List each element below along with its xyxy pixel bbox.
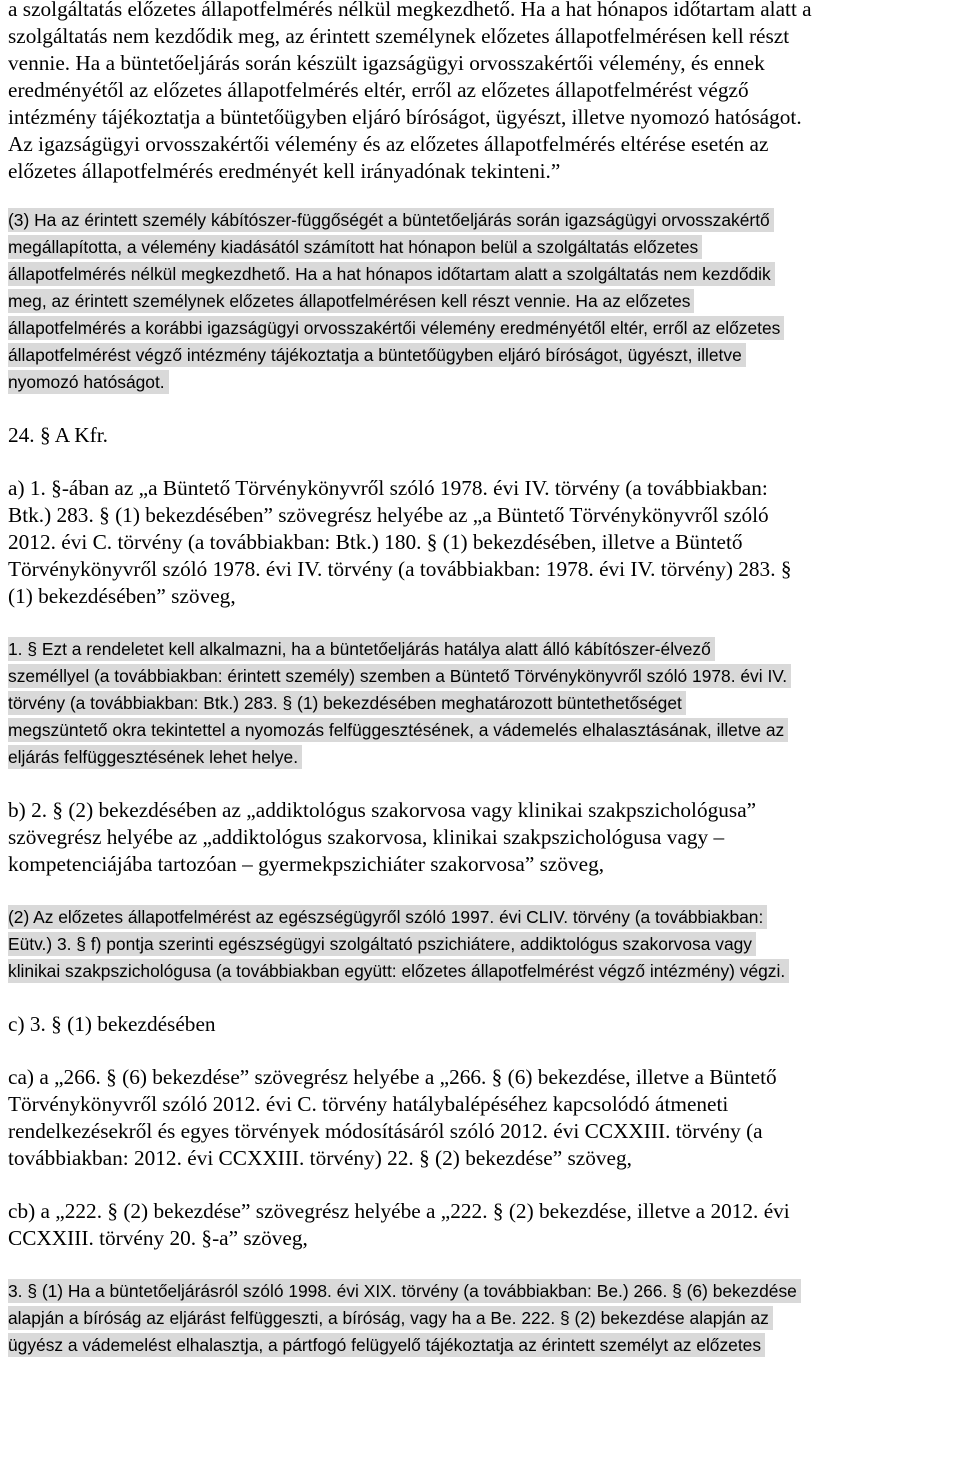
highlighted-paragraph-1 <box>0 636 960 771</box>
spacer <box>0 1038 960 1064</box>
highlighted-text-line: Eütv.) 3. § f) pontja szerinti egészségügyi szolgáltató pszichiátere, addiktológus szakorvosa vagy <box>8 932 756 956</box>
highlighted-text-line: eljárás felfüggesztésének lehet helye. <box>8 745 302 769</box>
spacer <box>0 449 960 475</box>
section-heading-24 <box>0 422 960 449</box>
paragraph-point-a <box>0 475 960 610</box>
text-line: vennie. Ha a büntetőeljárás során készült igazságügyi orvosszakértői vélemény, és ennek <box>8 51 765 75</box>
spacer <box>0 185 960 207</box>
text-line: eredményétől az előzetes állapotfelmérés eltér, erről az előzetes állapotfelmérést végző <box>8 78 749 102</box>
highlighted-text-line: 1. § Ezt a rendeletet kell alkalmazni, ha a büntetőeljárás hatálya alatt álló kábítószer-élvező <box>8 637 715 661</box>
highlighted-text-line: megállapította, a vélemény kiadásától számított hat hónapon belül a szolgáltatás előzetes <box>8 235 702 259</box>
highlighted-text-line: (3) Ha az érintett személy kábítószer-függőségét a büntetőeljárás során igazságügyi orvosszakértő <box>8 208 774 232</box>
text-line: előzetes állapotfelmérés eredményét kell irányadónak tekinteni.” <box>8 159 561 183</box>
paragraph-kfr-previous-text <box>0 0 960 185</box>
spacer <box>0 396 960 422</box>
text-line: kompetenciájába tartozóan – gyermekpszichiáter szakorvosa” szöveg, <box>8 852 605 876</box>
text-line: (1) bekezdésében” szöveg, <box>8 584 236 608</box>
text-line: Törvénykönyvről szóló 1978. évi IV. törvény (a továbbiakban: 1978. évi IV. törvény) 283. § <box>8 557 792 581</box>
text-line: a szolgáltatás előzetes állapotfelmérés nélkül megkezdhető. Ha a hat hónapos időtartam alatt a <box>8 0 812 21</box>
text-line: rendelkezésekről és egyes törvények módosításáról szóló 2012. évi CCXXIII. törvény (a <box>8 1119 763 1143</box>
text-line: Törvénykönyvről szóló 2012. évi C. törvény hatálybalépéséhez kapcsolódó átmeneti <box>8 1092 729 1116</box>
paragraph-point-c <box>0 1011 960 1038</box>
text-line: ca) a „266. § (6) bekezdése” szövegrész helyébe a „266. § (6) bekezdése, illetve a Büntető <box>8 1065 777 1089</box>
highlighted-text-line: állapotfelmérés nélkül megkezdhető. Ha a hat hónapos időtartam alatt a szolgáltatás nem kezdődik <box>8 262 775 286</box>
highlighted-text-line: állapotfelmérés a korábbi igazságügyi orvosszakértői vélemény eredményétől eltér, erről az előzetes <box>8 316 784 340</box>
highlighted-text-line: törvény (a továbbiakban: Btk.) 283. § (1) bekezdésében meghatározott büntethetőséget <box>8 691 686 715</box>
text-line: b) 2. § (2) bekezdésében az „addiktológus szakorvosa vagy klinikai szakpszichológusa” <box>8 798 757 822</box>
highlighted-text-line: 3. § (1) Ha a büntetőeljárásról szóló 1998. évi XIX. törvény (a továbbiakban: Be.) 266. § (6) bekezdése <box>8 1279 801 1303</box>
text-line: szövegrész helyébe az „addiktológus szakorvosa, klinikai szakpszichológusa vagy – <box>8 825 725 849</box>
text-line: Az igazságügyi orvosszakértői vélemény és az előzetes állapotfelmérés eltérése esetén az <box>8 132 769 156</box>
paragraph-point-b <box>0 797 960 878</box>
highlighted-text-line: nyomozó hatóságot. <box>8 370 169 394</box>
highlighted-paragraph-2 <box>0 904 960 985</box>
highlighted-text-line: alapján a bíróság az eljárást felfüggeszti, a bíróság, vagy ha a Be. 222. § (2) bekezdése alapján az <box>8 1306 773 1330</box>
text-line: továbbiakban: 2012. évi CCXXIII. törvény) 22. § (2) bekezdése” szöveg, <box>8 1146 632 1170</box>
highlighted-paragraph-3-section <box>0 1278 960 1359</box>
spacer <box>0 878 960 904</box>
text-line: cb) a „222. § (2) bekezdése” szövegrész helyébe a „222. § (2) bekezdése, illetve a 2012. évi <box>8 1199 790 1223</box>
highlighted-text-line: ügyész a vádemelést elhalasztja, a pártfogó felügyelő tájékoztatja az érintett személyt az előzetes <box>8 1333 765 1357</box>
text-line: szolgáltatás nem kezdődik meg, az érintett személynek előzetes állapotfelmérésen kell részt <box>8 24 790 48</box>
spacer <box>0 1252 960 1278</box>
section-heading-text: 24. § A Kfr. <box>8 423 108 447</box>
text-line: 2012. évi C. törvény (a továbbiakban: Btk.) 180. § (1) bekezdésében, illetve a Büntető <box>8 530 743 554</box>
paragraph-point-ca <box>0 1064 960 1172</box>
spacer <box>0 985 960 1011</box>
highlighted-text-line: állapotfelmérést végző intézmény tájékoztatja a büntetőügyben eljáró bíróságot, ügyészt, illetve <box>8 343 746 367</box>
text-line: CCXXIII. törvény 20. §-a” szöveg, <box>8 1226 308 1250</box>
text-line: intézmény tájékoztatja a büntetőügyben eljáró bíróságot, ügyészt, illetve nyomozó hatóságot. <box>8 105 802 129</box>
text-line: c) 3. § (1) bekezdésében <box>8 1012 216 1036</box>
spacer <box>0 610 960 636</box>
highlighted-text-line: (2) Az előzetes állapotfelmérést az egészségügyről szóló 1997. évi CLIV. törvény (a továbbiakban: <box>8 905 767 929</box>
highlighted-text-line: klinikai szakpszichológusa (a továbbiakban együtt: előzetes állapotfelmérést végző intézmény) végzi. <box>8 959 789 983</box>
highlighted-text-line: személlyel (a továbbiakban: érintett személy) szemben a Büntető Törvénykönyvről szóló 1978. évi IV. <box>8 664 791 688</box>
text-line: a) 1. §-ában az „a Büntető Törvénykönyvről szóló 1978. évi IV. törvény (a továbbiakban: <box>8 476 768 500</box>
highlighted-text-line: megszüntető okra tekintettel a nyomozás felfüggesztésének, a vádemelés elhalasztásának, illetve az <box>8 718 788 742</box>
paragraph-point-cb <box>0 1198 960 1252</box>
spacer <box>0 771 960 797</box>
text-line: Btk.) 283. § (1) bekezdésében” szövegrész helyébe az „a Büntető Törvénykönyvről szóló <box>8 503 769 527</box>
highlighted-paragraph-3 <box>0 207 960 396</box>
spacer <box>0 1172 960 1198</box>
highlighted-text-line: meg, az érintett személynek előzetes állapotfelmérésen kell részt vennie. Ha az előzetes <box>8 289 694 313</box>
